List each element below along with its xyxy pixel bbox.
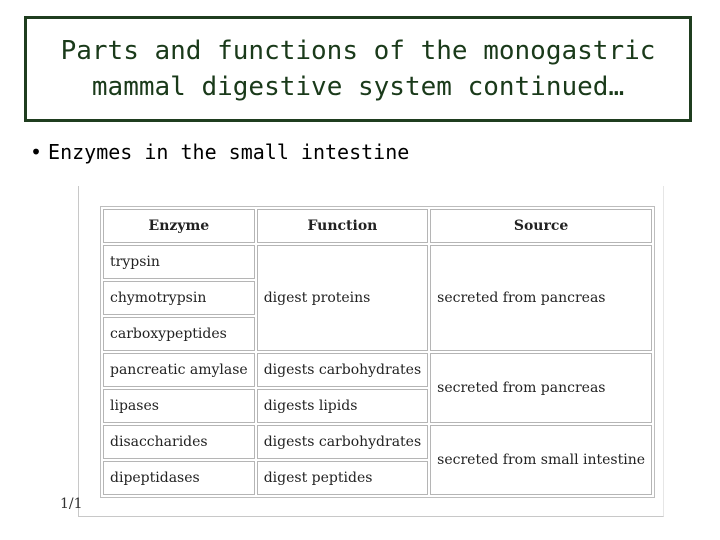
enzyme-cell: pancreatic amylase <box>103 353 255 387</box>
function-cell: digests carbohydrates <box>257 353 428 387</box>
enzyme-cell: trypsin <box>103 245 255 279</box>
table-header-row <box>103 209 652 243</box>
enzyme-cell: lipases <box>103 389 255 423</box>
header-function: Function <box>257 209 428 243</box>
slide-title-line-1: Parts and functions of the monogastric <box>60 36 656 66</box>
function-cell: digest peptides <box>257 461 428 495</box>
source-cell: secreted from pancreas <box>430 353 652 423</box>
slide-title-line-2: mammal digestive system continued… <box>91 72 625 102</box>
function-cell: digests lipids <box>257 389 428 423</box>
bullet-point <box>30 140 409 164</box>
function-cell: digests carbohydrates <box>257 425 428 459</box>
enzyme-cell: chymotrypsin <box>103 281 255 315</box>
slide-title-box <box>24 16 692 122</box>
page-number: 1/1 <box>60 496 83 512</box>
function-cell: digest proteins <box>257 245 428 351</box>
header-source: Source <box>430 209 652 243</box>
header-enzyme: Enzyme <box>103 209 255 243</box>
bullet-icon: • <box>30 140 43 164</box>
table-row <box>103 245 652 279</box>
enzyme-cell: dipeptidases <box>103 461 255 495</box>
enzyme-cell: disaccharides <box>103 425 255 459</box>
bullet-text: Enzymes in the small intestine <box>48 140 410 164</box>
source-cell: secreted from pancreas <box>430 245 652 351</box>
enzyme-table <box>100 206 655 498</box>
table-row <box>103 425 652 459</box>
source-cell: secreted from small intestine <box>430 425 652 495</box>
enzyme-cell: carboxypeptides <box>103 317 255 351</box>
table-row <box>103 353 652 387</box>
